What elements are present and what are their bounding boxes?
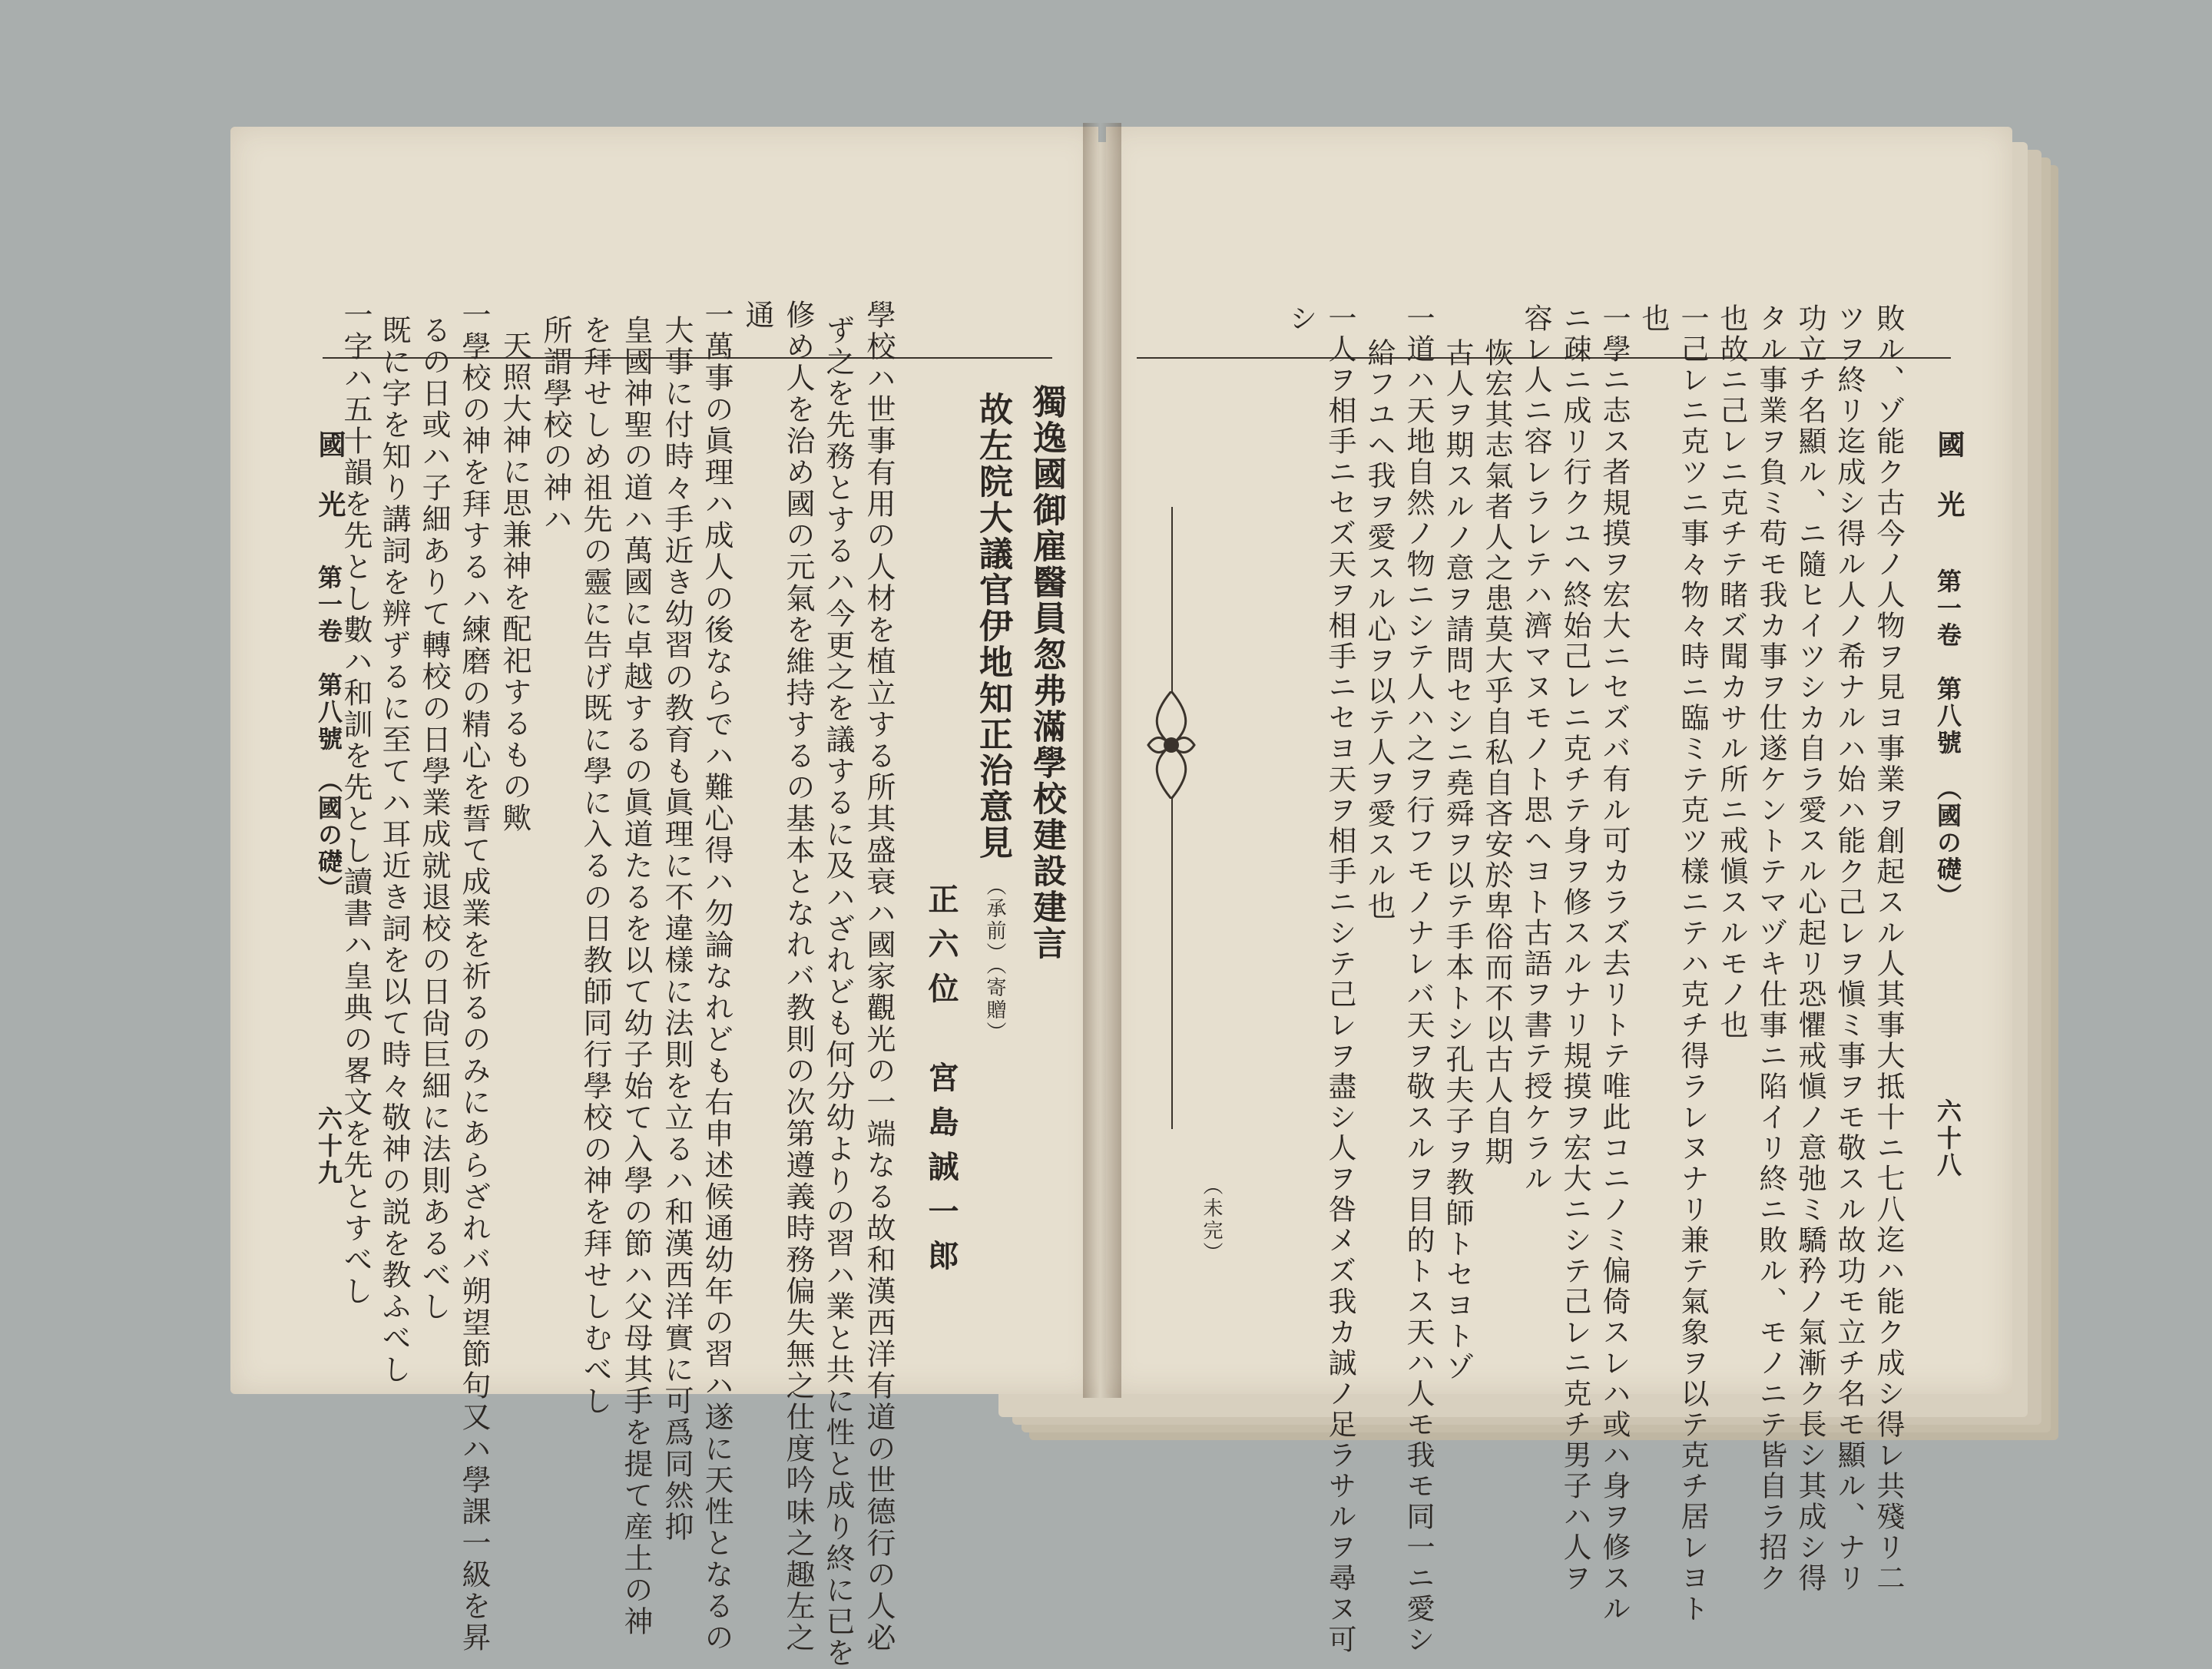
text-column: 恢宏其志氣者人之患莫大乎自私自吝安於卑俗而不以古人自期 xyxy=(1480,338,1513,1167)
text-column: ニ疎ニ成リ行クユヘ終始己レニ克チテ身ヲ修スルナリ規摸ヲ宏大ニシテ己レニ克チ男子ハ人ヲ xyxy=(1558,303,1591,1594)
article-note: （承前）（寄贈） xyxy=(983,876,1006,1044)
text-column: 一字ハ五十韻を先とし數ハ和訓を先とし讀書ハ皇典の畧文を先とすべし xyxy=(339,300,373,1307)
article-subtitle: 故左院大議官伊地知正治意見 xyxy=(973,392,1012,861)
volume-issue: 第一卷 第八號 xyxy=(1933,568,1962,757)
journal-title: 國 光 xyxy=(1933,430,1965,520)
divider-line-bottom xyxy=(1171,799,1173,1129)
text-column: 修め人を治め國の元氣を維持するの基本となれバ教則の次第遵義時務偏失無之仕度吟味之趣左之 xyxy=(781,300,815,1654)
text-column: 學校ハ世事有用の人材を植立する所其盛衰ハ國家觀光の一端なる故和漢西洋有道の世德行の人必 xyxy=(862,300,896,1654)
text-column: 所謂學校の神ハ xyxy=(538,315,572,535)
text-column: 一萬事の眞理ハ成人の後ならでハ難心得ハ勿論なれども右申述候通幼年の習ハ遂に天性となるの xyxy=(700,300,733,1654)
text-column: タル事業ヲ負ミ苟モ我カ事ヲ仕遂ケントテマヅキ仕事ニ陷イリ終ニ敗ル、モノニテ皆自ラ招ク xyxy=(1754,303,1787,1594)
text-column: 也 xyxy=(1637,303,1670,334)
text-column: 一道ハ天地自然ノ物ニシテ人ハ之ヲ行フモノナレバ天ヲ敬スルヲ目的トス天ハ人モ我モ同一ニ愛シ xyxy=(1402,303,1435,1655)
text-column: 通 xyxy=(740,300,774,331)
text-column: ず之を先務とするハ今更之を議するに及ハざれども何分幼よりの習ハ業と共に性と成り終に已を xyxy=(821,315,855,1669)
text-column: 天照大神に思兼神を配祀するもの歟 xyxy=(498,330,531,834)
text-column: るの日或ハ子細ありて轉校の日學業成就退校の日尙巨細に法則あるべし xyxy=(417,315,451,1323)
text-column: を拜せしめ祖先の靈に告げ既に學に入るの日教師同行學校の神を拜せしむべし xyxy=(578,315,612,1417)
text-column: 一人ヲ相手ニセズ天ヲ相手ニセヨ天ヲ相手ニシテ己レヲ盡シ人ヲ咎メズ我カ誠ノ足ラサルヲ尋ヌ可 xyxy=(1323,303,1356,1655)
section-label: （國の礎） xyxy=(1933,776,1962,910)
text-column: 一己レニ克ツニ事々物々時ニ臨ミテ克ツ樣ニテハ克チ得ラレヌナリ兼テ氣象ヲ以テ克チ居レヨト xyxy=(1676,303,1709,1624)
text-column: 敗ル、ゾ能ク古今ノ人物ヲ見ヨ事業ヲ創起スル人其事大抵十ニ七八迄ハ能ク成シ得レ共殘リ二 xyxy=(1872,303,1905,1594)
text-column: 皇國神聖の道ハ萬國に卓越するの眞道たるを以て幼子始て入學の節ハ父母其手を提て産土の神 xyxy=(619,315,653,1638)
text-column: 既に字を知り講詞を辨ずるに至てハ耳近き詞を以て時々敬神の説を教ふべし xyxy=(377,315,411,1386)
to-be-continued: （未完） xyxy=(1200,1175,1223,1264)
article-title: 獨逸國御雇醫員怱弗滿學校建設建言 xyxy=(1027,384,1066,962)
text-column: 給フユヘ我ヲ愛スル心ヲ以テ人ヲ愛スル也 xyxy=(1363,338,1396,922)
journal-title: 國 光 xyxy=(314,430,346,520)
book-gutter xyxy=(1083,123,1121,1398)
text-column: ツヲ終リ迄成シ得ル人ノ希ナルハ始ハ能ク己レヲ愼ミ事ヲモ敬スル故功モ立チ名モ顯ル、ナリ xyxy=(1833,303,1866,1594)
page-number: 六十九 xyxy=(314,1106,343,1187)
text-column: 大事に付時々手近き幼習の教育も眞理に不違樣に法則を立るハ和漢西洋實に可爲同然抑 xyxy=(660,315,694,1543)
article-author: 正六位 宮島誠一郎 xyxy=(923,883,959,1284)
divider-line-top xyxy=(1171,507,1173,691)
text-column: 容レ人ニ容レラレテハ濟マヌモノト思ヘヨト古語ヲ書テ授ケラル xyxy=(1519,303,1552,1194)
text-column: 一學校の神を拜するハ練磨の精心を誓て成業を祈るのみにあらざれバ朔望節句又ハ學課一級を昇 xyxy=(457,300,491,1654)
text-column: 一學ニ志ス者規摸ヲ宏大ニセズバ有ル可カラズ去リトテ唯此コニノミ偏倚スレハ或ハ身ヲ修スル xyxy=(1598,303,1631,1624)
page-number: 六十八 xyxy=(1933,1098,1962,1179)
text-column: 古人ヲ期スルノ意ヲ請問セシニ堯舜ヲ以テ手本トシ孔夫子ヲ教師トセヨトゾ xyxy=(1441,338,1474,1383)
ornament-icon xyxy=(1144,691,1198,799)
text-column: 也故ニ己レニ克チテ睹ズ聞カサル所ニ戒愼スルモノ也 xyxy=(1715,303,1748,1041)
section-label: （國の礎） xyxy=(314,768,343,902)
volume-issue: 第一卷 第八號 xyxy=(314,565,343,753)
text-column: シ xyxy=(1284,303,1317,334)
text-column: 功立チ名顯ル、ニ隨ヒイツシカ自ラ愛スル心起リ恐懼戒愼ノ意弛ミ驕矜ノ氣漸ク長シ其成シ得 xyxy=(1793,303,1826,1594)
